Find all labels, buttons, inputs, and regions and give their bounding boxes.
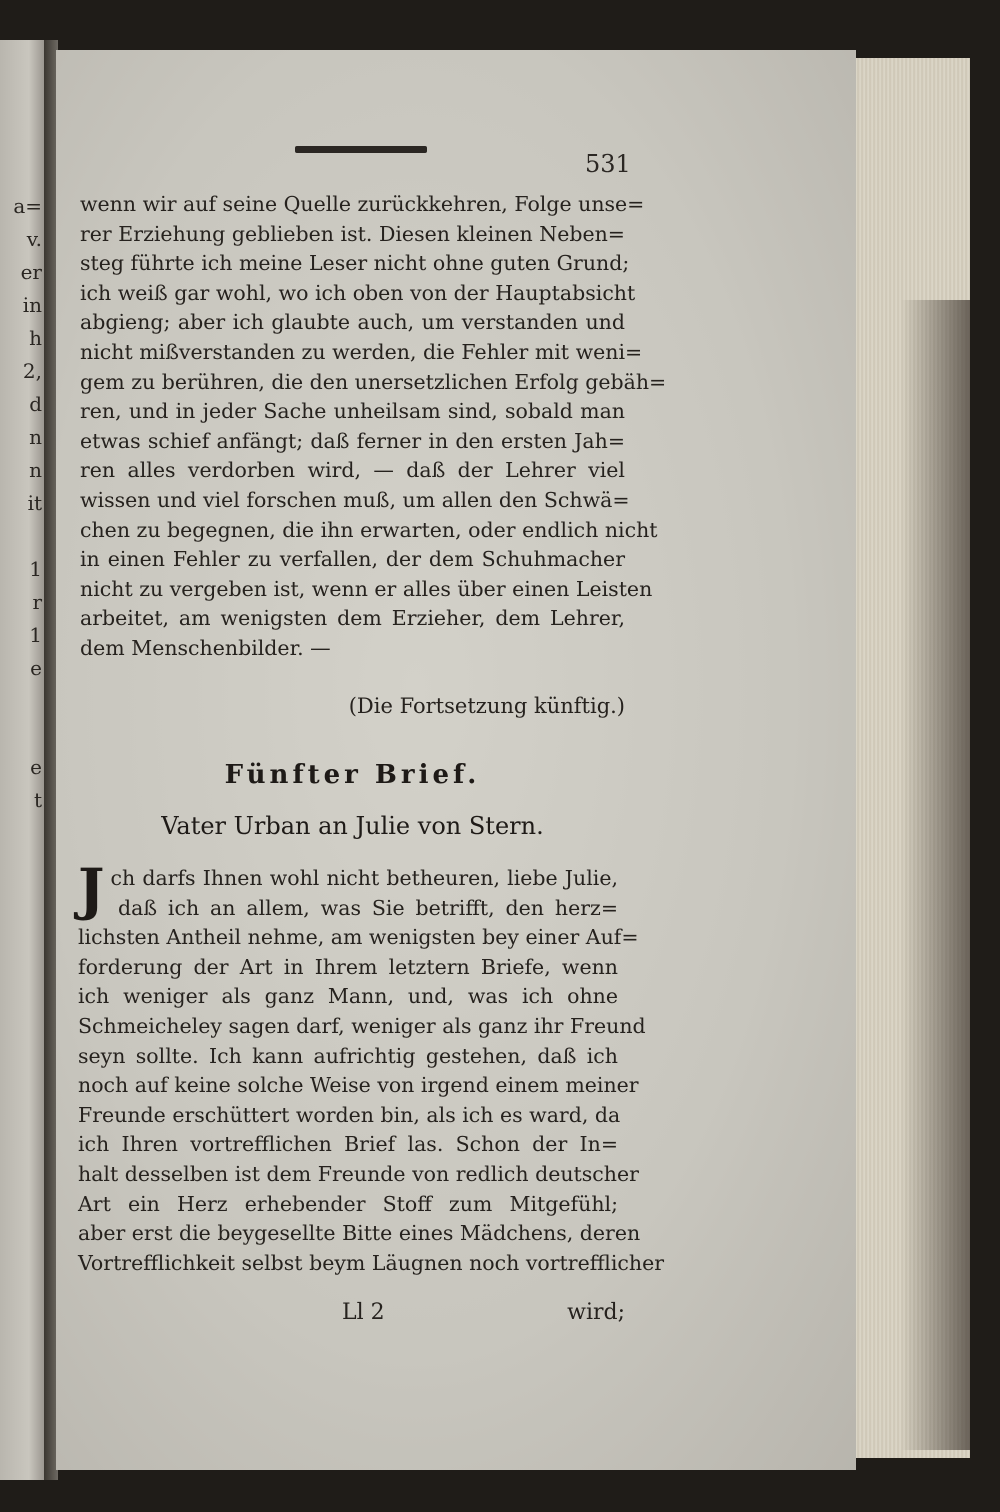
left-page-fragment: t (33, 788, 42, 812)
page-footer (80, 1300, 625, 1330)
header-rule (295, 146, 427, 153)
text-line: chen zu begegnen, die ihn erwarten, oder endlich nicht (80, 517, 658, 542)
left-page-fragment: h (29, 326, 42, 350)
text-line: ren alles verdorben wird, — daß der Lehrer viel (80, 458, 625, 483)
body-line: aber erst die beygesellte Bitte eines Mädchens, deren (78, 1221, 641, 1246)
left-page-fragments (2, 190, 42, 817)
text-line: wenn wir auf seine Quelle zurückkehren, Folge unse= (80, 192, 645, 216)
main-text-block (80, 190, 667, 664)
text-line: etwas schief anfängt; daß ferner in den ersten Jah= (80, 428, 625, 453)
page-number: 531 (585, 150, 631, 178)
text-line: wissen und viel forschen muß, um allen den Schwä= (80, 487, 630, 512)
body-line: Vortrefflichkeit selbst beym Läugnen noch vortrefflicher (78, 1250, 665, 1275)
body-line: Art ein Herz erhebender Stoff zum Mitgefühl; (78, 1191, 618, 1216)
body-line: ich weniger als ganz Mann, und, was ich ohne (78, 984, 618, 1009)
body-line: Freunde erschüttert worden bin, als ich es ward, da (78, 1102, 621, 1127)
left-page-fragment: 2, (22, 359, 42, 383)
left-page-fragment: 1 (29, 623, 42, 647)
body-line: halt desselben ist dem Freunde von redlich deutscher (78, 1161, 639, 1186)
text-line: nicht mißverstanden zu werden, die Fehler mit weni= (80, 339, 643, 364)
left-page-fragment: d (29, 392, 42, 416)
left-page-fragment: r (32, 590, 42, 614)
body-line: seyn sollte. Ich kann aufrichtig gestehen, daß ich (78, 1043, 618, 1068)
text-line: gem zu berühren, die den unersetzlichen Erfolg gebäh= (80, 369, 667, 394)
text-line: rer Erziehung geblieben ist. Diesen kleinen Neben= (80, 221, 625, 246)
text-line: ich weiß gar wohl, wo ich oben von der Hauptabsicht (80, 280, 636, 305)
body-line: Schmeicheley sagen darf, weniger als ganz ihr Freund (78, 1013, 646, 1038)
letter-title: Fünfter Brief. (224, 760, 481, 790)
text-line: dem Menschenbilder. — (80, 635, 331, 660)
letter-body-lines (78, 857, 665, 1278)
left-page-fragment: er (20, 260, 42, 284)
left-page-fragment: e (30, 755, 42, 779)
letter-subtitle: Vater Urban an Julie von Stern. (161, 812, 544, 840)
signature-mark: Ll 2 (342, 1300, 385, 1325)
body-line: ch darfs Ihnen wohl nicht betheuren, liebe Julie, (110, 866, 618, 890)
left-page-fragment: n (29, 425, 42, 449)
drop-cap: J (78, 857, 105, 923)
body-line: noch auf keine solche Weise von irgend einem meiner (78, 1073, 639, 1098)
catchword: wird; (567, 1300, 625, 1325)
left-page-fragment (2, 685, 42, 718)
fore-edge-shadow (900, 300, 970, 1450)
continuation-note: (Die Fortsetzung künftig.) (348, 694, 625, 718)
text-line: abgieng; aber ich glaubte auch, um verstanden und (80, 310, 625, 335)
left-page-fragment (2, 520, 42, 553)
left-page-fragment: it (27, 491, 42, 515)
left-page-edge (0, 40, 48, 1480)
left-page-fragment: a= (13, 194, 42, 218)
left-page-fragment (2, 718, 42, 751)
body-line: daß ich an allem, was Sie betrifft, den herz= (118, 895, 618, 920)
left-page-fragment: v. (26, 227, 42, 251)
text-line: ren, und in jeder Sache unheilsam sind, sobald man (80, 399, 625, 424)
body-line: forderung der Art in Ihrem letztern Briefe, wenn (78, 954, 618, 979)
left-page-fragment: n (29, 458, 42, 482)
text-line: arbeitet, am wenigsten dem Erzieher, dem Lehrer, (80, 606, 625, 631)
text-line: nicht zu vergeben ist, wenn er alles über einen Leisten (80, 576, 653, 601)
letter-body (78, 857, 665, 1278)
left-page-fragment: in (22, 293, 42, 317)
left-page-fragment: 1 (29, 557, 42, 581)
text-line: in einen Fehler zu verfallen, der dem Schuhmacher (80, 547, 625, 572)
body-line: lichsten Antheil nehme, am wenigsten bey einer Auf= (78, 925, 639, 950)
body-line: ich Ihren vortrefflichen Brief las. Schon der In= (78, 1132, 618, 1157)
text-line: steg führte ich meine Leser nicht ohne guten Grund; (80, 251, 630, 276)
left-page-fragment: e (30, 656, 42, 680)
